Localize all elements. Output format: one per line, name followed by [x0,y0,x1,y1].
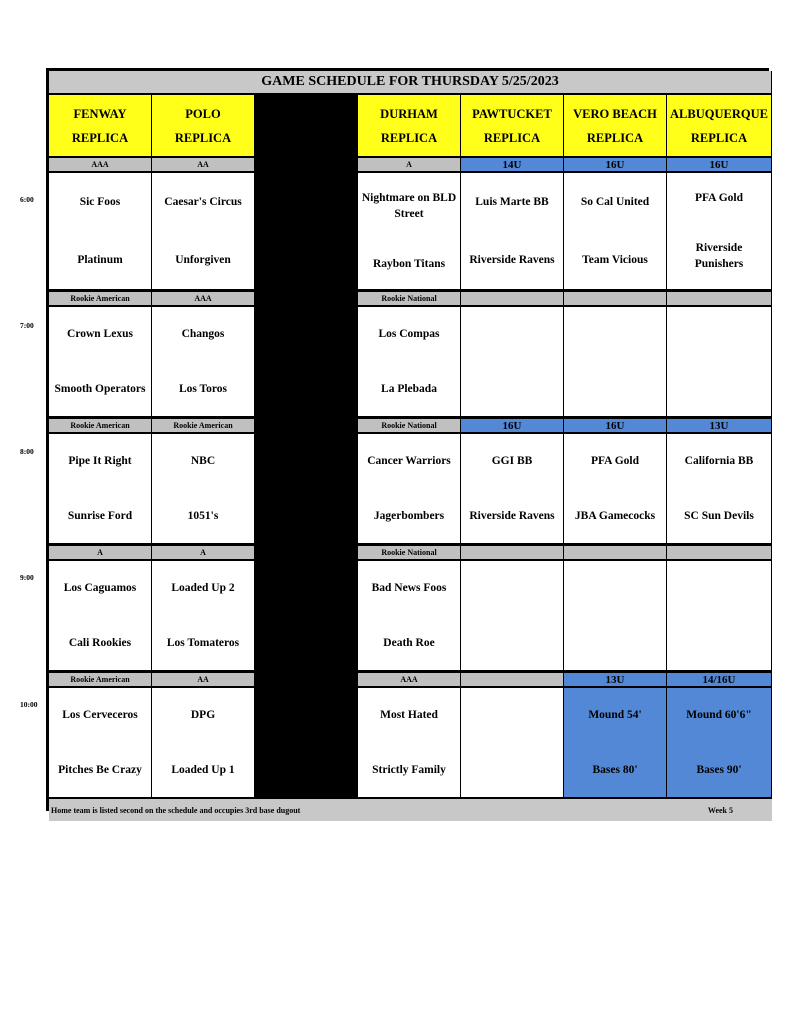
game-cell [461,688,564,799]
away-team: GGI BB [491,455,533,468]
game-cell [358,173,461,291]
field-name: POLO [185,106,221,121]
field-header-vero-beach [564,95,667,157]
closed-field-block [255,561,358,672]
away-team: Luis Marte BB [475,196,549,208]
game-cell [564,307,667,418]
field-header-pawtucket [461,95,564,157]
game-cell [564,688,667,799]
game-cell [358,434,461,545]
division-label: AAA [49,157,152,173]
home-team: Riverside Ravens [469,509,555,522]
division-label [667,291,772,307]
game-cell [358,688,461,799]
division-label: 16U [667,157,772,173]
field-header-polo [152,95,255,157]
field-subtitle: REPLICA [690,130,748,145]
game-cell [358,561,461,672]
game-cell [667,173,772,291]
away-team: Nightmare on BLD Street [361,192,457,220]
division-label [667,545,772,561]
time-label: 9:00 [20,573,34,582]
field-name: VERO BEACH [573,106,657,121]
game-cell [358,307,461,418]
field-name: DURHAM [380,106,438,121]
closed-field-block [255,434,358,545]
home-team: Pitches Be Crazy [58,763,142,776]
home-team: JBA Gamecocks [574,509,656,522]
division-label: AAA [358,672,461,688]
away-team: DPG [190,709,216,722]
game-cell [667,434,772,545]
home-team: Sunrise Ford [67,509,133,522]
field-name: FORBES [280,106,331,121]
away-team: Caesar's Circus [164,196,242,208]
schedule-title: GAME SCHEDULE FOR THURSDAY 5/25/2023 [49,71,772,95]
away-team: California BB [684,455,754,468]
division-label: A [358,157,461,173]
away-team: Los Compas [378,328,440,341]
game-cell [564,561,667,672]
away-team: NBC [190,455,216,468]
division-label: Rookie American [49,291,152,307]
field-subtitle: REPLICA [586,130,644,145]
game-cell [667,688,772,799]
division-label: 14/16U [667,672,772,688]
home-team: Riverside Punishers [694,242,744,270]
time-label: 10:00 [20,700,38,709]
division-label: AA [152,157,255,173]
game-cell [152,307,255,418]
game-cell [461,173,564,291]
home-team: Raybon Titans [372,258,446,270]
game-cell [461,434,564,545]
division-label: 16U [564,418,667,434]
away-team: Mound 60'6" [686,709,752,722]
closed-field-block [255,307,358,418]
home-team: Bases 90' [696,763,742,776]
division-label [461,545,564,561]
away-team: PFA Gold [694,192,744,204]
game-cell [152,434,255,545]
division-label: A [152,545,255,561]
field-subtitle: REPLICA [71,130,129,145]
field-subtitle: REPLICA [174,130,232,145]
field-header-albuquerque [667,95,772,157]
division-label: A [49,545,152,561]
home-team: Smooth Operators [54,382,146,395]
division-label [255,672,358,688]
division-label: AA [152,672,255,688]
division-label: Rookie National [358,291,461,307]
time-label: 8:00 [20,447,34,456]
game-cell [152,173,255,291]
away-team: PFA Gold [590,455,640,468]
away-team: Crown Lexus [67,328,133,341]
schedule-table [46,68,769,815]
game-cell [49,434,152,545]
division-label [255,418,358,434]
away-team: Pipe It Right [68,455,132,468]
field-name: FENWAY [73,106,127,121]
game-cell [564,173,667,291]
division-label: 13U [667,418,772,434]
game-cell [49,173,152,291]
division-label [564,291,667,307]
away-team: Mound 54' [588,709,642,722]
home-team: Unforgiven [175,254,231,266]
away-team: Los Cerveceros [62,709,138,722]
division-label: Rookie American [49,672,152,688]
division-label: Rookie American [152,418,255,434]
home-team: Strictly Family [372,763,446,776]
field-subtitle: REPLICA [483,130,541,145]
field-header-durham [358,95,461,157]
division-label: Rookie National [358,418,461,434]
game-cell [564,434,667,545]
home-team: Cali Rookies [68,636,132,649]
home-team: Team Vicious [582,254,648,266]
footer-note: Home team is listed second on the schedule and occupies 3rd base dugout [51,805,301,815]
home-team: 1051's [187,509,219,522]
division-label: Rookie National [358,545,461,561]
game-cell [49,307,152,418]
division-label: Rookie American [49,418,152,434]
field-name: ALBUQUERQUE [670,106,768,121]
closed-field-block [255,688,358,799]
game-cell [49,561,152,672]
game-cell [461,561,564,672]
division-label: 16U [461,418,564,434]
footer-bar [49,799,772,821]
home-team: SC Sun Devils [684,509,754,522]
away-team: Most Hated [380,709,438,722]
game-cell [461,307,564,418]
away-team: Los Caguamos [63,582,137,595]
division-label: AAA [152,291,255,307]
away-team: Cancer Warriors [367,455,451,468]
field-name: PAWTUCKET [472,106,552,121]
away-team: Loaded Up 2 [171,582,235,595]
home-team: Los Toros [178,382,228,395]
time-label: 6:00 [20,195,34,204]
away-team: Changos [181,328,225,341]
home-team: Platinum [77,254,123,266]
field-header-fenway [49,95,152,157]
game-cell [152,688,255,799]
field-header-forbes [255,95,358,157]
division-label [255,291,358,307]
away-team: Sic Foos [79,196,121,208]
division-label [564,545,667,561]
week-label: Week 5 [707,805,733,815]
home-team: Death Roe [383,636,435,649]
time-label: 7:00 [20,321,34,330]
game-cell [152,561,255,672]
home-team: Los Tomateros [166,636,240,649]
field-subtitle: REPLICA [380,130,438,145]
home-team: Riverside Ravens [469,254,555,266]
game-cell [667,561,772,672]
home-team: Jagerbombers [373,509,445,522]
closed-field-block [255,173,358,291]
home-team: Loaded Up 1 [171,763,235,776]
game-cell [49,688,152,799]
division-label [255,157,358,173]
home-team: Bases 80' [592,763,638,776]
division-label: 13U [564,672,667,688]
field-subtitle: REPLICA [277,130,335,145]
away-team: Bad News Foos [371,582,447,595]
game-cell [667,307,772,418]
away-team: So Cal United [580,196,650,208]
division-label: 14U [461,157,564,173]
division-label [461,672,564,688]
home-team: La Plebada [381,382,437,395]
division-label [461,291,564,307]
division-label: 16U [564,157,667,173]
division-label [255,545,358,561]
